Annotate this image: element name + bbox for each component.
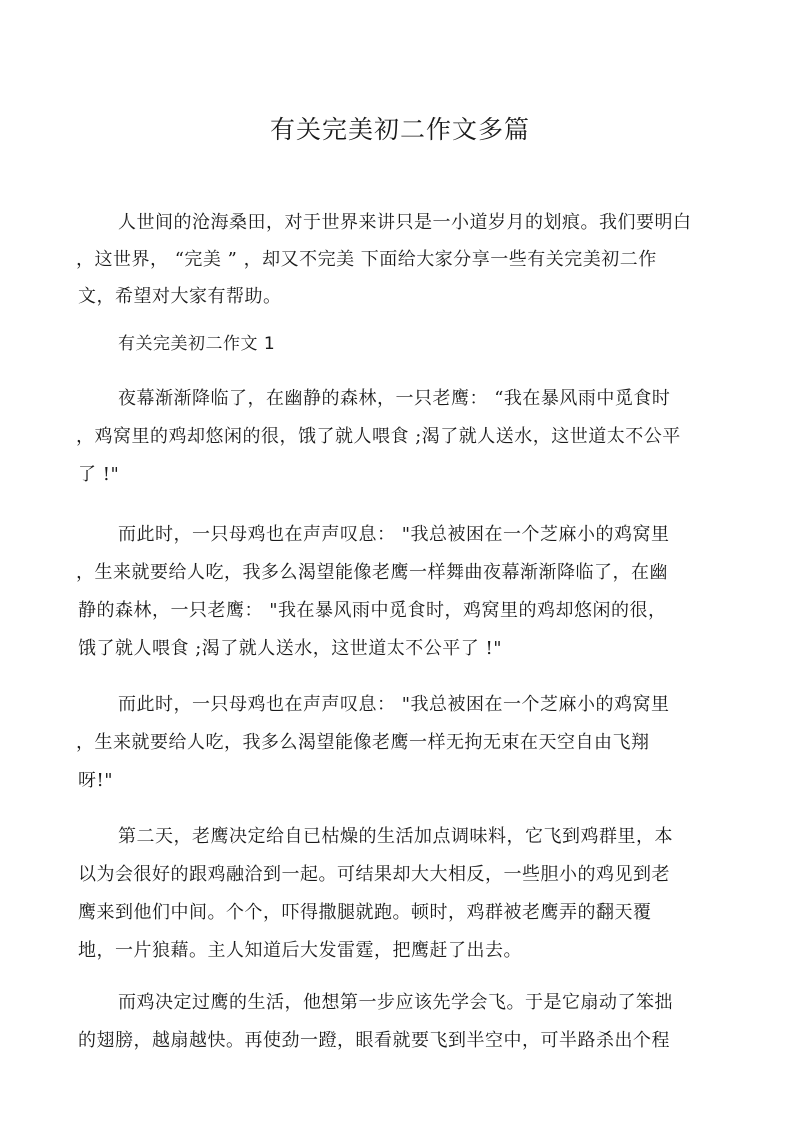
paragraph-line: 第二天，老鹰决定给自已枯燥的生活加点调味料，它飞到鸡群里，本 [118,826,673,847]
paragraph-line: 饿了就人喂食 ;渴了就人送水，这世道太不公平了 !" [78,638,503,659]
document-title: 有关完美初二作文多篇 [269,115,530,144]
paragraph-line: ，鸡窝里的鸡却悠闲的很，饿了就人喂食 ;渴了就人送水，这世道太不公平 [76,426,681,447]
paragraph-line: 呀!" [78,770,114,791]
section-heading: 有关完美初二作文 1 [118,334,276,354]
paragraph-line: 了 !" [78,464,120,485]
paragraph-line: 的翅膀，越扇越快。再使劲一蹬，眼看就要飞到半空中，可半路杀出个程 [78,1030,670,1051]
paragraph-line: 静的森林，一只老鹰： "我在暴风雨中觅食时，鸡窝里的鸡却悠闲的很， [78,600,667,621]
paragraph-line: 地，一片狼藉。主人知道后大发雷霆，把鹰赶了出去。 [78,940,522,961]
intro-line: ，这世界， “完美 ” ，却又不完美 下面给大家分享一些有关完美初二作 [76,249,657,270]
paragraph-line: ，生来就要给人吃，我多么渴望能像老鹰一样舞曲夜幕渐渐降临了，在幽 [76,562,668,583]
paragraph-line: 夜幕渐渐降临了，在幽静的森林，一只老鹰： “我在暴风雨中觅食时 [118,388,671,409]
paragraph-line: 而此时，一只母鸡也在声声叹息： "我总被困在一个芝麻小的鸡窝里 [118,524,670,545]
paragraph-line: ，生来就要给人吃，我多么渴望能像老鹰一样无拘无束在天空自由飞翔 [76,732,650,753]
paragraph-line: 以为会很好的跟鸡融洽到一起。可结果却大大相反，一些胆小的鸡见到老 [78,864,670,885]
paragraph-line: 鹰来到他们中间。个个，吓得撒腿就跑。顿时，鸡群被老鹰弄的翻天覆 [78,902,652,923]
paragraph-line: 而此时，一只母鸡也在声声叹息： "我总被困在一个芝麻小的鸡窝里 [118,694,670,715]
intro-line: 人世间的沧海桑田，对于世界来讲只是一小道岁月的划痕。我们要明白 [118,212,692,233]
paragraph-line: 而鸡决定过鹰的生活，他想第一步应该先学会飞。于是它扇动了笨拙 [118,992,673,1013]
intro-line: 文，希望对大家有帮助。 [78,286,282,307]
